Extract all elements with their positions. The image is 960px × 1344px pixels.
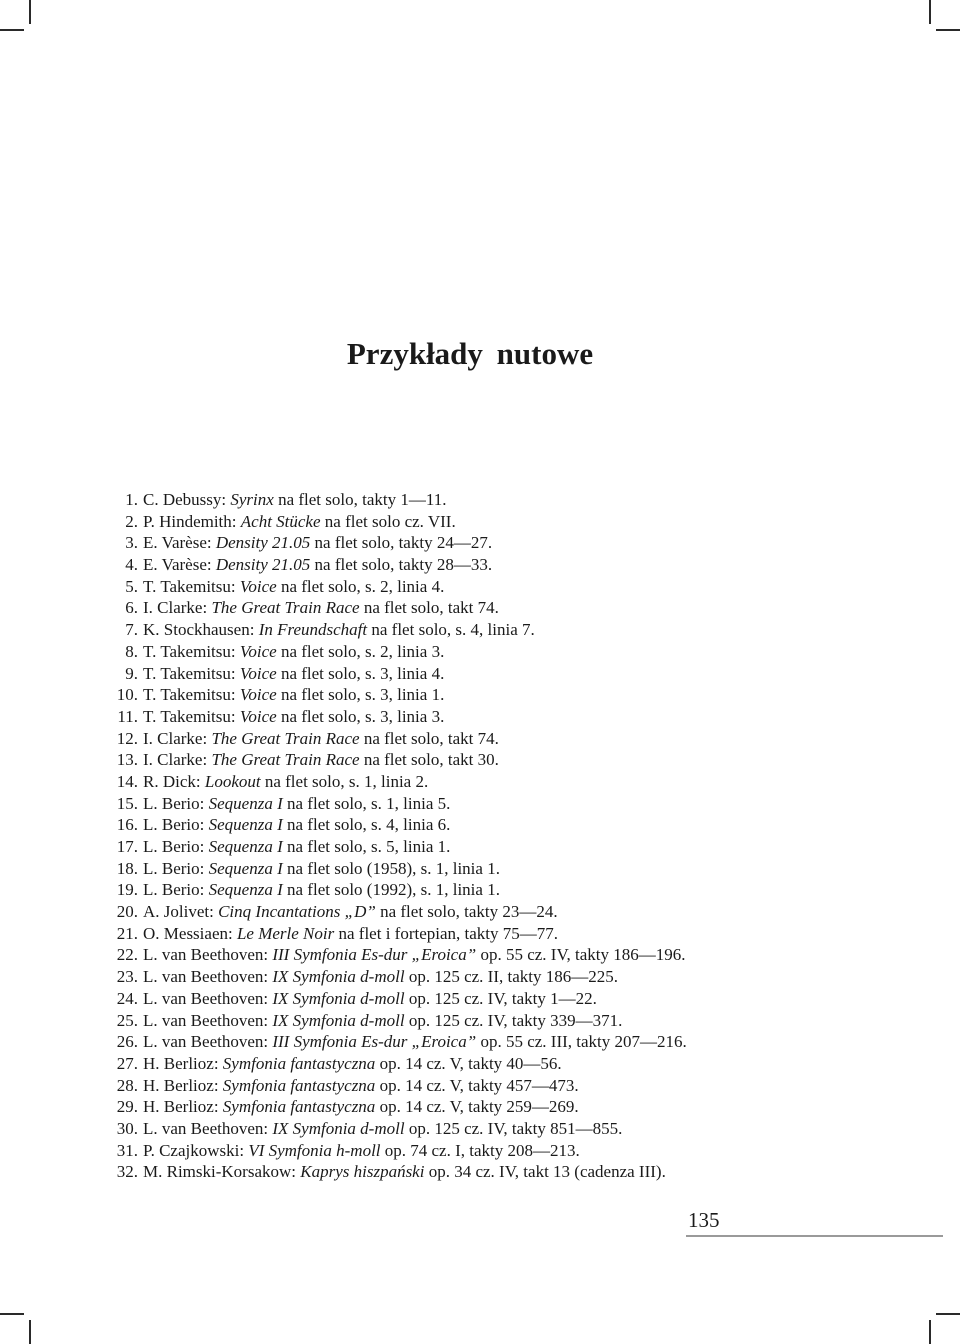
item-details: op. 125 cz. IV, takty 339—371. <box>404 1010 623 1030</box>
item-details: na flet solo, s. 4, linia 6. <box>282 815 451 835</box>
item-number: 19. <box>116 880 138 900</box>
item-composer: L. van Beethoven: <box>143 967 273 987</box>
item-details: na flet solo, s. 3, linia 4. <box>276 663 445 683</box>
item-details: na flet solo, takty 28—33. <box>310 555 493 575</box>
item-composer: L. van Beethoven: <box>143 1118 273 1138</box>
crop-mark-bottom-left-horizontal <box>0 1313 24 1315</box>
list-item <box>100 1140 687 1162</box>
item-details: op. 125 cz. IV, takty 851—855. <box>404 1118 623 1138</box>
item-number: 32. <box>116 1162 138 1182</box>
item-number: 31. <box>116 1140 138 1160</box>
list-item <box>100 641 687 663</box>
item-work-title: The Great Train Race <box>211 728 360 748</box>
item-details: op. 74 cz. I, takty 208—213. <box>380 1140 580 1160</box>
list-item <box>100 1031 687 1053</box>
list-item <box>100 749 687 771</box>
list-item <box>100 1096 687 1118</box>
item-number: 7. <box>125 620 138 640</box>
item-work-title: Symfonia fantastyczna <box>222 1097 376 1117</box>
item-work-title: Sequenza I <box>208 880 283 900</box>
list-item <box>100 728 687 750</box>
item-details: na flet solo, s. 1, linia 2. <box>260 771 429 791</box>
item-composer: I. Clarke: <box>143 598 212 618</box>
crop-mark-top-left-horizontal <box>0 29 24 31</box>
item-details: na flet solo cz. VII. <box>320 511 456 531</box>
item-composer: L. van Beethoven: <box>143 945 273 965</box>
list-item <box>100 966 687 988</box>
item-work-title: Syrinx <box>230 490 274 509</box>
list-item <box>100 706 687 728</box>
item-composer: P. Czajkowski: <box>143 1140 249 1160</box>
crop-mark-top-right-horizontal <box>936 29 960 31</box>
item-composer: T. Takemitsu: <box>143 576 240 596</box>
crop-mark-top-right-vertical <box>929 0 931 24</box>
item-work-title: Voice <box>239 706 277 726</box>
item-details: na flet solo, s. 1, linia 5. <box>282 793 451 813</box>
item-number: 30. <box>116 1118 138 1138</box>
item-composer: P. Hindemith: <box>143 511 241 531</box>
list-item <box>100 532 687 554</box>
item-composer: T. Takemitsu: <box>143 685 240 705</box>
list-item <box>100 489 687 511</box>
item-number: 16. <box>116 815 138 835</box>
item-composer: L. van Beethoven: <box>143 988 273 1008</box>
item-composer: K. Stockhausen: <box>143 620 259 640</box>
item-number: 3. <box>125 533 138 553</box>
item-number: 23. <box>116 967 138 987</box>
item-number: 12. <box>116 728 138 748</box>
item-composer: L. Berio: <box>143 880 209 900</box>
list-item <box>100 1161 687 1183</box>
list-item <box>100 944 687 966</box>
item-work-title: Acht Stücke <box>240 511 321 531</box>
item-composer: L. Berio: <box>143 815 209 835</box>
list-item <box>100 879 687 901</box>
item-composer: L. Berio: <box>143 858 209 878</box>
item-work-title: Kaprys hiszpański <box>300 1162 425 1182</box>
item-number: 26. <box>116 1032 138 1052</box>
page-title: Przykłady nutowe <box>346 336 594 371</box>
list-item <box>100 771 687 793</box>
item-number: 1. <box>125 490 138 509</box>
list-item <box>100 1010 687 1032</box>
item-details: na flet solo (1958), s. 1, linia 1. <box>282 858 500 878</box>
item-composer: T. Takemitsu: <box>143 663 240 683</box>
item-details: na flet solo (1992), s. 1, linia 1. <box>282 880 500 900</box>
item-composer: M. Rimski-Korsakow: <box>143 1162 301 1182</box>
item-details: op. 14 cz. V, takty 457—473. <box>375 1075 579 1095</box>
item-work-title: IX Symfonia d-moll <box>272 1118 405 1138</box>
item-composer: E. Varèse: <box>143 533 216 553</box>
item-details: na flet i fortepian, takty 75—77. <box>334 923 559 943</box>
list-item <box>100 684 687 706</box>
item-work-title: Cinq Incantations „D” <box>218 902 376 922</box>
item-composer: H. Berlioz: <box>143 1097 223 1117</box>
item-composer: I. Clarke: <box>143 728 212 748</box>
item-number: 21. <box>116 923 138 943</box>
item-work-title: Voice <box>239 663 277 683</box>
crop-mark-bottom-right-horizontal <box>936 1313 960 1315</box>
item-number: 25. <box>116 1010 138 1030</box>
item-work-title: Sequenza I <box>208 858 283 878</box>
list-item <box>100 858 687 880</box>
item-work-title: Sequenza I <box>208 837 283 856</box>
item-work-title: VI Symfonia h-moll <box>248 1140 381 1160</box>
item-details: na flet solo, takty 24—27. <box>310 533 493 553</box>
item-number: 13. <box>116 750 138 770</box>
item-number: 29. <box>116 1097 138 1117</box>
item-number: 18. <box>116 858 138 878</box>
item-details: op. 14 cz. V, takty 40—56. <box>375 1053 562 1073</box>
list-item <box>100 619 687 641</box>
item-work-title: The Great Train Race <box>211 750 360 770</box>
item-composer: E. Varèse: <box>143 555 216 575</box>
item-work-title: The Great Train Race <box>211 598 360 618</box>
item-details: op. 125 cz. IV, takty 1—22. <box>404 988 597 1008</box>
item-details: na flet solo, s. 2, linia 3. <box>276 641 445 661</box>
item-details: op. 34 cz. IV, takt 13 (cadenza III). <box>424 1162 666 1182</box>
item-number: 17. <box>116 837 138 856</box>
item-work-title: Density 21.05 <box>215 555 311 575</box>
item-work-title: Lookout <box>204 771 261 791</box>
item-details: op. 55 cz. IV, takty 186—196. <box>476 945 686 965</box>
list-item <box>100 793 687 815</box>
item-number: 20. <box>116 902 138 922</box>
item-composer: L. Berio: <box>143 793 209 813</box>
item-details: na flet solo, s. 4, linia 7. <box>367 620 535 640</box>
item-number: 8. <box>125 641 138 661</box>
item-number: 4. <box>125 555 138 575</box>
item-composer: O. Messiaen: <box>143 923 237 943</box>
item-composer: C. Debussy: <box>143 490 231 509</box>
item-composer: L. van Beethoven: <box>143 1032 273 1052</box>
item-details: na flet solo, s. 3, linia 3. <box>276 706 445 726</box>
item-details: op. 125 cz. II, takty 186—225. <box>404 967 618 987</box>
item-work-title: IX Symfonia d-moll <box>272 1010 405 1030</box>
item-composer: T. Takemitsu: <box>143 706 240 726</box>
item-work-title: III Symfonia Es-dur „Eroica” <box>272 1032 477 1052</box>
item-composer: L. van Beethoven: <box>143 1010 273 1030</box>
item-number: 14. <box>116 771 138 791</box>
item-composer: I. Clarke: <box>143 750 212 770</box>
item-details: na flet solo, s. 3, linia 1. <box>276 685 445 705</box>
item-work-title: Symfonia fantastyczna <box>222 1053 376 1073</box>
list-item <box>100 597 687 619</box>
item-details: op. 55 cz. III, takty 207—216. <box>476 1032 687 1052</box>
list-item <box>100 901 687 923</box>
item-work-title: Symfonia fantastyczna <box>222 1075 376 1095</box>
item-work-title: Density 21.05 <box>215 533 311 553</box>
item-composer: R. Dick: <box>143 771 205 791</box>
list-item <box>100 1118 687 1140</box>
list-item <box>100 576 687 598</box>
page-number-rule <box>686 1235 943 1237</box>
page-number: 135 <box>688 1208 720 1232</box>
item-number: 27. <box>116 1053 138 1073</box>
list-item <box>100 988 687 1010</box>
item-number: 24. <box>116 988 138 1008</box>
item-number: 5. <box>125 576 138 596</box>
list-item <box>100 554 687 576</box>
item-details: na flet solo, s. 2, linia 4. <box>276 576 445 596</box>
item-work-title: Voice <box>239 576 277 596</box>
item-number: 22. <box>116 945 138 965</box>
item-number: 10. <box>116 685 138 705</box>
item-number: 15. <box>116 793 138 813</box>
item-composer: H. Berlioz: <box>143 1075 223 1095</box>
item-work-title: IX Symfonia d-moll <box>272 967 405 987</box>
crop-mark-top-left-vertical <box>29 0 31 24</box>
item-number: 2. <box>125 511 138 531</box>
item-details: op. 14 cz. V, takty 259—269. <box>375 1097 579 1117</box>
list-item <box>100 836 687 858</box>
item-composer: H. Berlioz: <box>143 1053 223 1073</box>
list-item <box>100 814 687 836</box>
item-work-title: III Symfonia Es-dur „Eroica” <box>272 945 477 965</box>
item-work-title: Sequenza I <box>208 815 283 835</box>
list-item <box>100 1053 687 1075</box>
item-details: na flet solo, takty 23—24. <box>375 902 558 922</box>
item-composer: L. Berio: <box>143 837 209 856</box>
item-work-title: Voice <box>239 685 277 705</box>
item-work-title: IX Symfonia d-moll <box>272 988 405 1008</box>
list-item <box>100 1075 687 1097</box>
crop-mark-bottom-right-vertical <box>929 1320 931 1344</box>
music-examples-list <box>100 489 687 1183</box>
item-work-title: Le Merle Noir <box>236 923 335 943</box>
item-work-title: Sequenza I <box>208 793 283 813</box>
item-number: 6. <box>125 598 138 618</box>
item-details: na flet solo, takt 74. <box>359 728 499 748</box>
item-details: na flet solo, takt 74. <box>359 598 499 618</box>
item-work-title: Voice <box>239 641 277 661</box>
item-number: 9. <box>125 663 138 683</box>
item-details: na flet solo, s. 5, linia 1. <box>282 837 451 856</box>
item-number: 28. <box>116 1075 138 1095</box>
list-item <box>100 663 687 685</box>
item-composer: A. Jolivet: <box>143 902 219 922</box>
item-details: na flet solo, takt 30. <box>359 750 499 770</box>
item-number: 11. <box>117 706 138 726</box>
list-item <box>100 511 687 533</box>
item-details: na flet solo, takty 1—11. <box>273 490 447 509</box>
crop-mark-bottom-left-vertical <box>29 1320 31 1344</box>
item-composer: T. Takemitsu: <box>143 641 240 661</box>
list-item <box>100 923 687 945</box>
item-work-title: In Freundschaft <box>258 620 368 640</box>
